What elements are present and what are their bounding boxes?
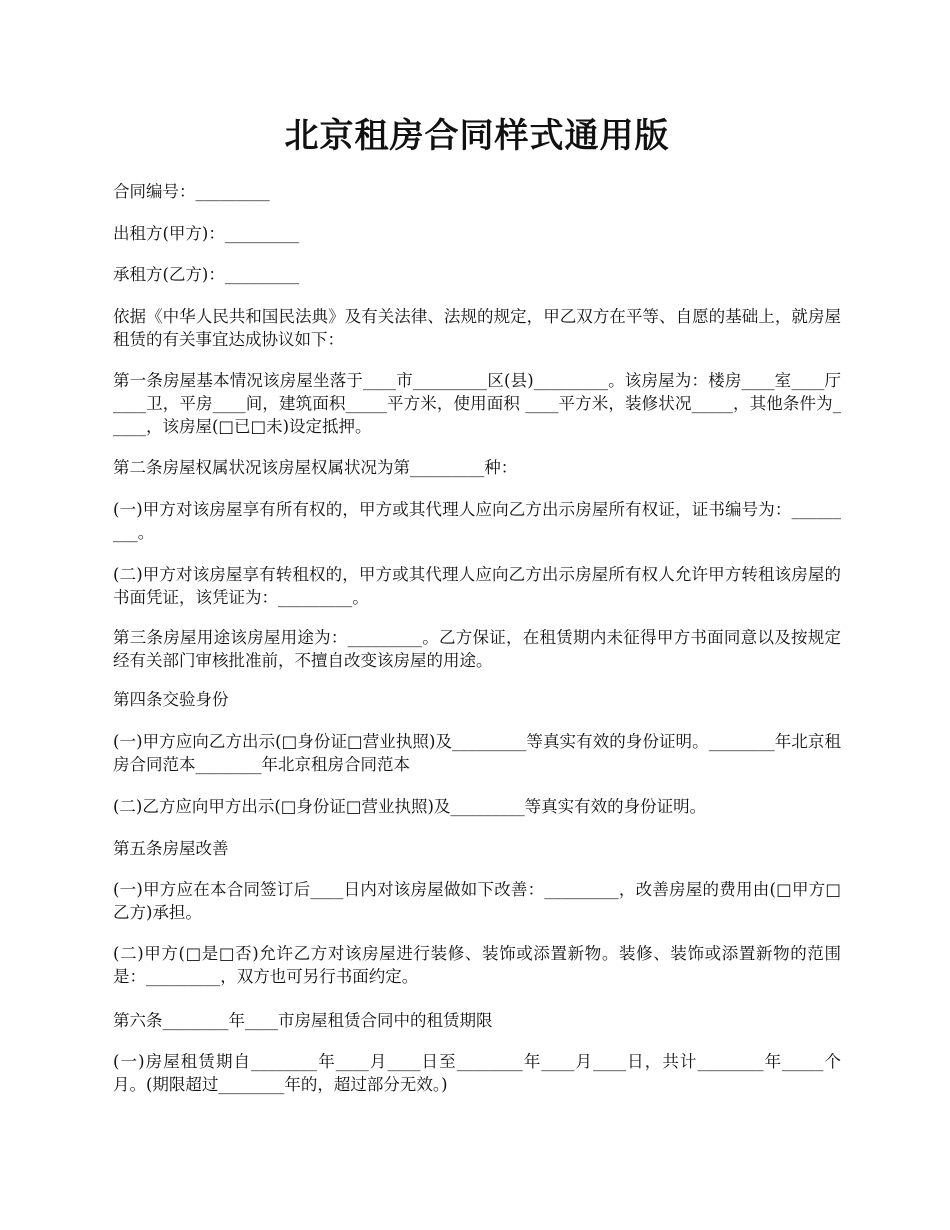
article-4-item-1: (一)甲方应向乙方出示(□身份证□营业执照)及_________等真实有效的身份证明。________年北京租房合同范本________年北京租房合同范本 <box>113 732 841 774</box>
article-1-paragraph: 第一条房屋基本情况该房屋坐落于____市_________区(县)_________。该房屋为：楼房____室____厅____卫，平房____间，建筑面积_____平方米，使用面积 ____平方米，装修状况_____，其他条件为_____，该房屋(□已□未)设定抵押。 <box>113 371 841 436</box>
article-2-item-2: (二)甲方对该房屋享有转租权的，甲方或其代理人应向乙方出示房屋所有权人允许甲方转租该房屋的书面凭证，该凭证为：_________。 <box>113 565 841 607</box>
article-4-item-2: (二)乙方应向甲方出示(□身份证□营业执照)及_________等真实有效的身份证明。 <box>113 797 707 816</box>
article-2-item-1: (一)甲方对该房屋享有所有权的，甲方或其代理人应向乙方出示房屋所有权证，证书编号为：_________。 <box>113 500 841 542</box>
contract-number-line: 合同编号：_________ <box>113 182 270 201</box>
article-2-heading: 第二条房屋权属状况该房屋权属状况为第_________种： <box>113 458 518 477</box>
article-6-heading: 第六条________年____市房屋租赁合同中的租赁期限 <box>113 1011 493 1030</box>
article-5-item-1: (一)甲方应在本合同签订后____日内对该房屋做如下改善：_________，改善房屋的费用由(□甲方□乙方)承担。 <box>113 880 841 922</box>
lessor-line: 出租方(甲方)：_________ <box>113 224 300 243</box>
article-6-item-1: (一)房屋租赁期自________年____月____日至________年____月____日，共计________年_____个月。(期限超过________年的，超过部分无效。) <box>113 1052 841 1094</box>
lessee-line: 承租方(乙方)：_________ <box>113 265 300 284</box>
article-5-item-2: (二)甲方(□是□否)允许乙方对该房屋进行装修、装饰或添置新物。装修、装饰或添置新物的范围是：_________，双方也可另行书面约定。 <box>113 944 841 986</box>
preamble-paragraph: 依据《中华人民共和国民法典》及有关法律、法规的规定，甲乙双方在平等、自愿的基础上，就房屋租赁的有关事宜达成协议如下： <box>113 307 841 349</box>
article-3-paragraph: 第三条房屋用途该房屋用途为：_________。乙方保证，在租赁期内未征得甲方书面同意以及按规定经有关部门审核批准前，不擅自改变该房屋的用途。 <box>113 628 841 670</box>
article-4-heading: 第四条交验身份 <box>113 690 229 709</box>
article-5-heading: 第五条房屋改善 <box>113 839 229 858</box>
document-title: 北京租房合同样式通用版 <box>284 116 670 156</box>
